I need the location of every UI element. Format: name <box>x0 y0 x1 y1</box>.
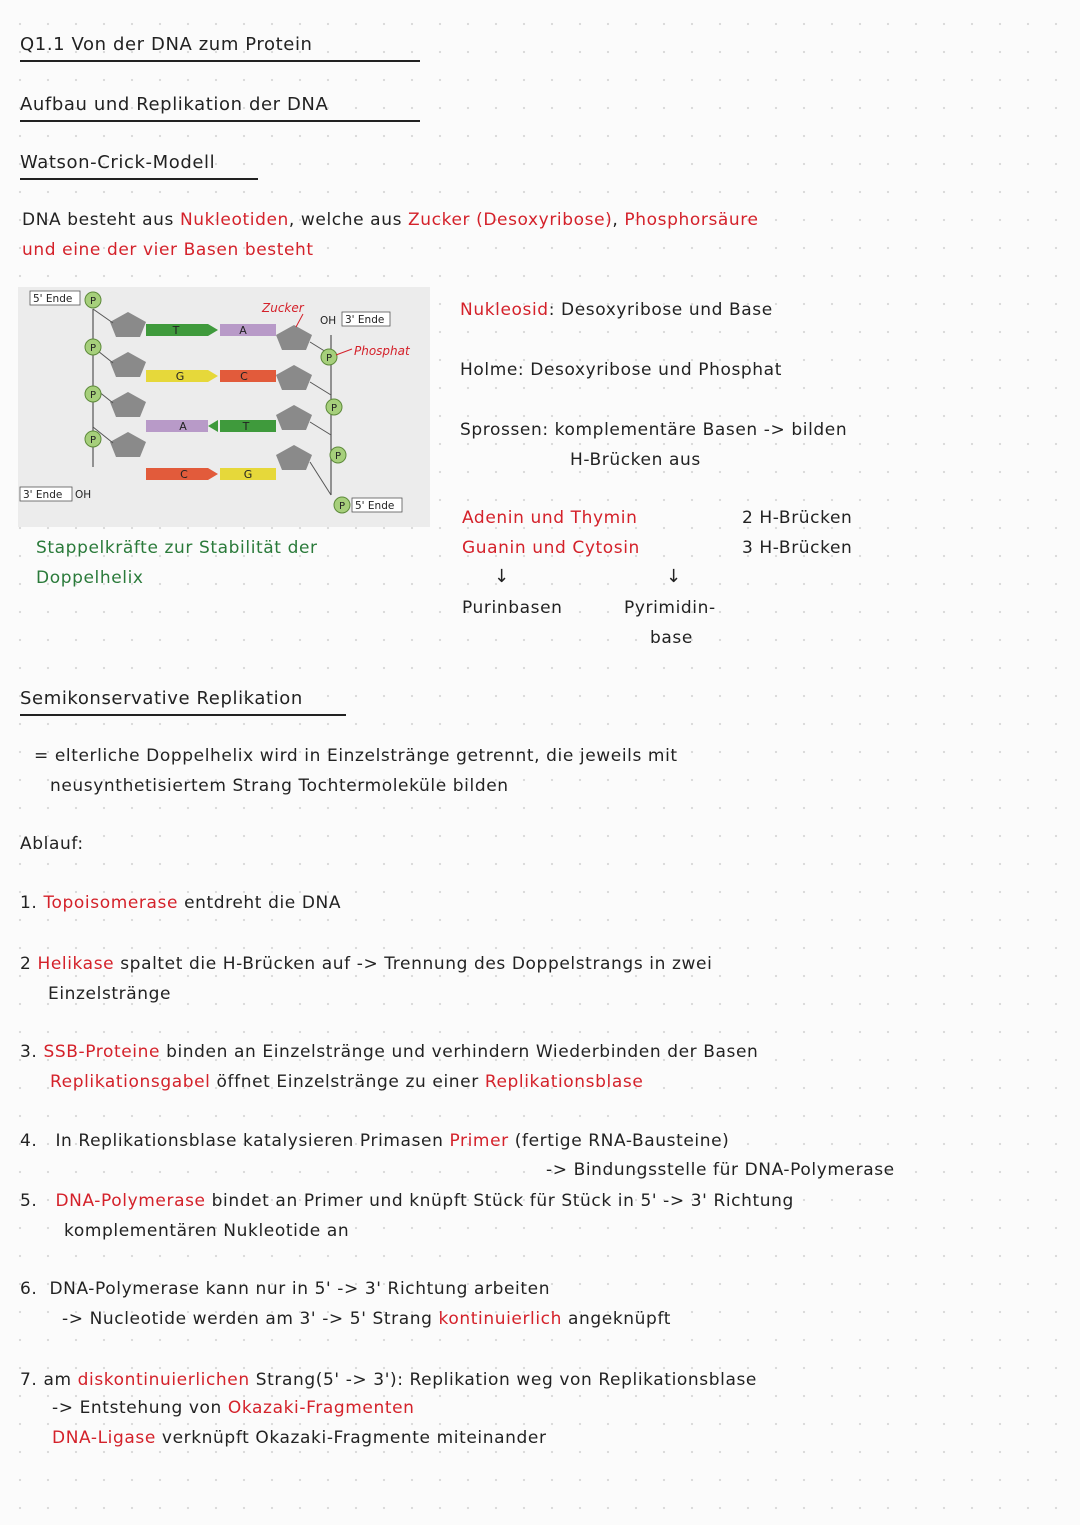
step-7: 7. am diskontinuierlichen Strang(5' -> 3'): Replikation weg von Replikationsblase <box>20 1370 757 1390</box>
arrow-down-icon: ↓ <box>494 566 510 587</box>
svg-text:P: P <box>338 501 346 512</box>
svg-text:P: P <box>325 353 333 364</box>
step-4: 4. In Replikationsblase katalysieren Primasen Primer (fertige RNA-Bausteine) <box>20 1131 730 1151</box>
step-6: 6. DNA-Polymerase kann nur in 5' -> 3' Richtung arbeiten <box>20 1279 551 1299</box>
label-oh-top: OH <box>320 315 337 327</box>
base-letter: T <box>172 324 180 337</box>
base-pair-2-bonds: 3 H-Brücken <box>742 538 853 558</box>
base-block <box>146 420 208 432</box>
label-zucker: Zucker <box>262 301 304 315</box>
replication-definition-line-2: neusynthetisiertem Strang Tochtermoleküle bilden <box>50 776 509 796</box>
step-5: 5. DNA-Polymerase bindet an Primer und knüpft Stück für Stück in 5' -> 3' Richtung <box>20 1191 794 1211</box>
svg-text:P: P <box>89 390 97 401</box>
replication-definition-line-1: = elterliche Doppelhelix wird in Einzelstränge getrennt, die jeweils mit <box>34 746 678 766</box>
svg-text:P: P <box>334 451 342 462</box>
label-oh-bottom: OH <box>75 489 92 501</box>
label-3-ende-top: 3' Ende <box>345 314 385 326</box>
label-5-ende-bottom: 5' Ende <box>355 500 395 512</box>
step-2-line-2: Einzelstränge <box>48 984 172 1004</box>
dna-structure-diagram <box>18 287 430 527</box>
pyrimidine-label-line-2: base <box>650 628 693 648</box>
purine-label: Purinbasen <box>462 598 563 618</box>
step-1: 1. Topoisomerase entdreht die DNA <box>20 893 342 913</box>
intro-line-1: DNA besteht aus Nukleotiden, welche aus Zucker (Desoxyribose), Phosphorsäure <box>22 210 759 230</box>
base-block <box>220 324 276 336</box>
step-3: 3. SSB-Proteine binden an Einzelstränge und verhindern Wiederbinden der Basen <box>20 1042 759 1062</box>
base-pair-1: Adenin und Thymin <box>462 508 638 528</box>
def-holme: Holme: Desoxyribose und Phosphat <box>460 360 782 380</box>
course-title: Q1.1 Von der DNA zum Protein <box>20 34 420 62</box>
step-5-line-2: komplementären Nukleotide an <box>64 1221 350 1241</box>
base-pair-1-bonds: 2 H-Brücken <box>742 508 853 528</box>
base-letter: C <box>240 370 248 383</box>
step-7-line-3: DNA-Ligase verknüpft Okazaki-Fragmente miteinander <box>52 1428 547 1448</box>
base-block <box>220 370 276 382</box>
label-3-ende-bottom: 3' Ende <box>23 489 63 501</box>
replication-title: Semikonservative Replikation <box>20 688 346 716</box>
step-7-line-2: -> Entstehung von Okazaki-Fragmenten <box>52 1398 415 1418</box>
def-sprossen-line-1: Sprossen: komplementäre Basen -> bilden <box>460 420 848 440</box>
arrow-down-icon: ↓ <box>666 566 682 587</box>
base-letter: G <box>243 468 253 481</box>
svg-text:P: P <box>330 403 338 414</box>
step-3-line-2: Replikationsgabel öffnet Einzelstränge zu einer Replikationsblase <box>50 1072 644 1092</box>
step-4-line-2: -> Bindungsstelle für DNA-Polymerase <box>546 1160 895 1180</box>
pyrimidine-label-line-1: Pyrimidin- <box>624 598 716 618</box>
def-sprossen-line-2: H-Brücken aus <box>570 450 701 470</box>
base-letter: G <box>175 370 185 383</box>
step-6-line-2: -> Nucleotide werden am 3' -> 5' Strang kontinuierlich angeknüpft <box>62 1309 671 1329</box>
base-block <box>146 468 208 480</box>
diagram-caption-line-2: Doppelhelix <box>36 568 144 588</box>
subsection-title: Watson-Crick-Modell <box>20 152 258 180</box>
base-letter: T <box>242 420 250 433</box>
ablauf-label: Ablauf: <box>20 834 84 854</box>
section-title: Aufbau und Replikation der DNA <box>20 94 420 122</box>
base-letter: A <box>179 420 187 433</box>
base-pair-2: Guanin und Cytosin <box>462 538 640 558</box>
base-letter: C <box>180 468 188 481</box>
def-nukleosid: Nukleosid: Desoxyribose und Base <box>460 300 773 320</box>
diagram-caption-line-1: Stappelkräfte zur Stabilität der <box>36 538 318 558</box>
intro-line-2: und eine der vier Basen besteht <box>22 240 314 260</box>
svg-text:P: P <box>89 343 97 354</box>
base-letter: A <box>239 324 247 337</box>
svg-text:P: P <box>89 435 97 446</box>
svg-text:P: P <box>89 296 97 307</box>
label-phosphat: Phosphat <box>354 344 410 358</box>
step-2: 2 Helikase spaltet die H-Brücken auf -> Trennung des Doppelstrangs in zwei <box>20 954 713 974</box>
label-5-ende-top: 5' Ende <box>33 293 73 305</box>
